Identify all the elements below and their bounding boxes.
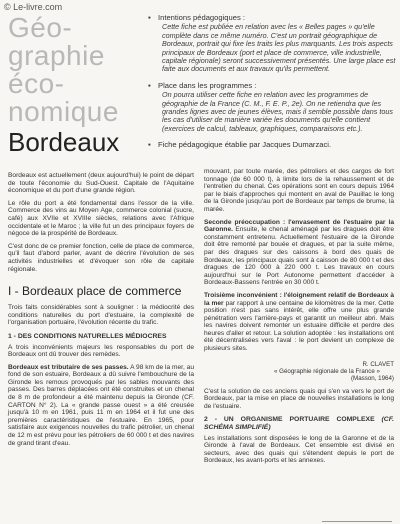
left-column: [8, 172, 194, 452]
intro-heading-3-text: Fiche pédagogique établie par Jacques Dumarzaci.: [158, 140, 332, 150]
intro-heading-2: [148, 82, 396, 90]
watermark: © Le-livre.com: [4, 2, 63, 12]
intro-heading-2-text: Place dans les programmes :: [158, 80, 257, 90]
section-intro: Trois faits considérables sont à souligner : la médiocrité des conditions naturelles du port d'estuaire, la complexité de l'organisation portuaire, l'évolution récente du trafic.: [8, 304, 194, 327]
point-a: [8, 364, 194, 448]
intro-text-1: Cette fiche est publiée en relation avec les « Belles pages » qu'elle complète dans ce même numéro. C'est un portrait géographique de Bordeaux, portrait qui fixe les traits les plus marquants. Les trois aspects principaux de Bordeaux (port et place de commerce, ville industrielle, capitale régionale) seront successivement présentés. Une large place est faite aux documents et aux travaux qu'ils permettent.: [162, 22, 396, 74]
point-a-text: A 98 km de la mer, au fond de son estuaire, Bordeaux a dû suivre l'embouchure de la Gironde les remous provoqués par les sables mouvants des passes. Des barres déplacées ont été construites et un chenal de 8 m de profondeur a été maintenu depuis la Gironde (CF. CARTON N° 2). La « grande passe ouest » a été creusée jusqu'à 10 m en 1961, puis 11 m en 1964 et il fut une des premières caractéristiques de l'estuaire. En 1965, pour satisfaire aux exigences nouvelles du trafic pétrolier, un chenal de 12 m est prévu pour les pétroliers de 60 000 t et des navires de grand tirant d'eau.: [8, 363, 194, 447]
point-b: [204, 219, 394, 287]
point-b-head: Seconde préoccupation : l'envasement de l'estuaire par la Garonne.: [204, 218, 394, 234]
subsection-title-2-text: 2 - UN ORGANISME PORTUAIRE COMPLEXE: [204, 416, 375, 424]
left-intro-para: C'est donc de ce premier fonction, celle de place de commerce, qu'il faut d'abord parler, avant de décrire l'évolution de ses activités industrielles et d'évoquer son rôle de capitale régionale.: [8, 242, 194, 273]
bullet-icon: ▪: [148, 140, 151, 150]
right-column: [204, 168, 394, 470]
title-line-4: nomique: [8, 96, 119, 127]
intro-heading-3: [148, 141, 396, 149]
divider: [322, 521, 392, 522]
point-c: [204, 292, 394, 353]
subsection-title-1: 1 - DES CONDITIONS NATURELLES MÉDIOCRES: [8, 332, 167, 340]
intro-heading-1: [148, 14, 396, 22]
intro-block: [148, 14, 396, 151]
point-b-text: Ensuite, le chenal aménagé par les dragues doit être constamment entretenu. Actuellement l'estuaire de la Gironde doit être remonté par bouée et dragues, et par la suite même, par des dragues sur des caissons à bord des quais de Bordeaux, les principaux quais sont à caisson de 80 000 t et des dragues de 120 000 à 220 000 t. Les travaux en cours aujourd'hui sur le Port Autonome permettent d'accéder à Bordeaux-Bassens l'entrée en 30 000 t.: [204, 226, 394, 287]
subsection-title-2: [204, 416, 394, 431]
subsection-text-1: A trois inconvénients majeurs les responsables du port de Bordeaux ont dû trouver des remèdes.: [8, 343, 194, 359]
citation-source: « Géographie régionale de la France »: [274, 367, 380, 375]
subsection-text-2: Les installations sont disposées le long de la Garonne et de la Gironde à l'aval de Bordeaux. Cet ensemble est divisé en secteurs, avec des quais qui s'étendent depuis le port de Bordeaux, les avant-ports et les annexes.: [204, 434, 394, 465]
title-line-2: graphie: [8, 40, 105, 71]
citation-publisher: (Masson, 1964): [351, 374, 394, 382]
title-line-3: éco-: [8, 68, 65, 99]
left-intro-para: Le rôle du port a été fondamental dans l'essor de la ville. Commerce des vins au Moyen Age, commerce colonial (sucre, café) aux XVIIe et XVIIIe siècles, relations avec l'Afrique occidentale et le Maroc ; la ville fut un des principaux foyers de négoce de la prospérité de Bordeaux.: [8, 199, 194, 238]
point-c-head: Troisième inconvénient : l'éloignement relatif de Bordeaux à la mer: [204, 291, 394, 307]
intro-text-2: On pourra utiliser cette fiche en relation avec les programmes de géographie de la France (C. M., F. E. P., 2e). On ne retiendra que les grandes lignes avec de jeunes élèves, mais il semble possible dans tous les cas d'utiliser de manière variée les documents qu'elle contient (exercices de calcul, tableaux, graphiques, comparaisons etc.).: [162, 90, 393, 133]
section-title: I - Bordeaux place de commerce: [8, 284, 182, 299]
subsection-title-2-ref: (CF. SCHÉMA SIMPLIFIÉ): [204, 416, 395, 432]
citation-author: R. CLAVET: [362, 360, 394, 368]
title-city: Bordeaux: [8, 127, 120, 157]
title-line-1: Géo-: [8, 12, 73, 43]
citation: [274, 361, 394, 382]
bullet-icon: ▪: [148, 13, 151, 22]
left-intro-para: Bordeaux est actuellement (deux aujourd'hui) le point de départ de toute l'économie du Sud-Ouest. Capitale de l'Aquitaine économique et du port d'une grande région.: [8, 172, 194, 195]
point-c-text: par rapport à une centaine de kilomètres de la mer. Cette position n'est pas sans intérêt, elle offre une plus grande pénétration vers l'arrière-pays et garantit un meilleur abri. Mais les navires doivent remonter un estuaire difficile et perdre des heures d'aller et retour. La solution adoptée : les installations ont été décentralisées vers l'aval : le port devient un complexe de plusieurs sites.: [204, 299, 394, 353]
conclusion-para: C'est la solution de ces anciens quais qui s'en va vers le port de Bordeaux, par la mise en place de nouvelles installations le long de l'estuaire.: [204, 387, 394, 410]
point-a-head: Bordeaux est tributaire de ses passes.: [8, 363, 129, 371]
intro-heading-1-text: Intentions pédagogiques :: [158, 13, 245, 22]
page-title: [8, 14, 126, 156]
bullet-icon: ▪: [148, 80, 151, 90]
right-para-1: mouvant, par toute marée, des pétroliers et des cargos de fort tonnage (de 60 000 t), à limite lors de la rehaussement et de l'entretien du chenal. Ces opérations sont en cours depuis 1964 par le biais d'approches qui montent en aval de Pauillac le long de la Gironde jusqu'au port de Bordeaux par temps de brume, la marée.: [204, 168, 394, 213]
